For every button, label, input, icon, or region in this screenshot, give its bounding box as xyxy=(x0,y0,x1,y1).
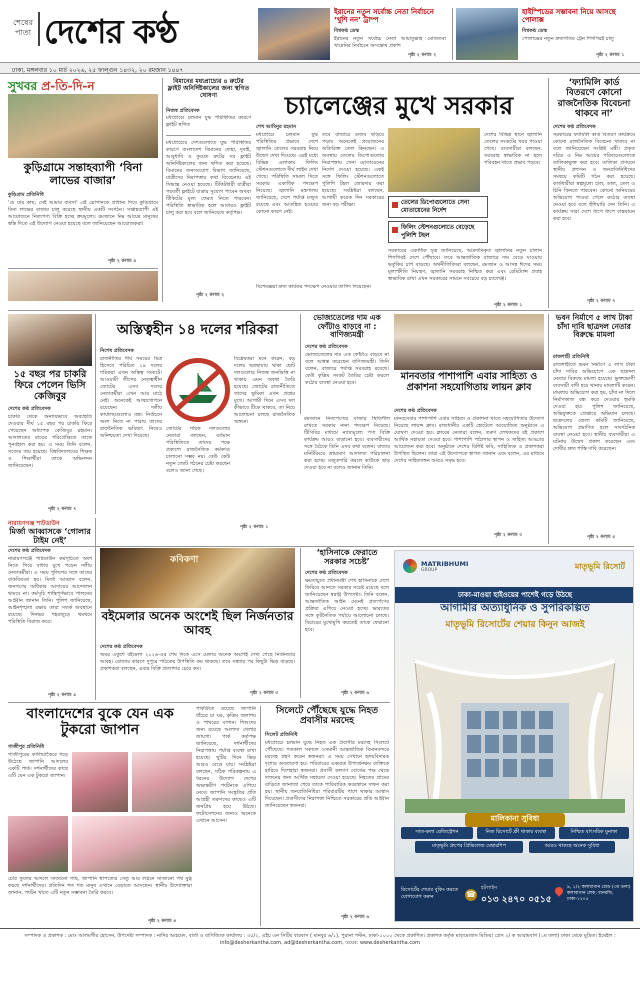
japan-text-2: চেরি ফুলের আদলে সাজানো গাছ, জাপানি স্থাপত্যের সেতু আর লণ্ঠনে সাজানো পথ মুগ্ধ করছে দর্শনার্থীদের। প্রতিদিন শত শত মানুষ এখানে বেড়াতে আসছেন। স্থানীয় উদ্যোক্তারা জানান, পর্যটন খাতে এটি নতুন সম্ভাবনা তৈরি করবে। xyxy=(8,876,192,896)
books-byline: দেশের কণ্ঠ প্রতিবেদক xyxy=(100,644,143,650)
parties-byline: নিশেষ প্রতিবেদক xyxy=(100,348,134,354)
top-story-train-text: পোলাক্সের নতুন দ্রুতগতির ট্রেন শিগগিরই চালু xyxy=(522,36,614,42)
lead-headline: চ্যালেঞ্জের মুখে সরকার xyxy=(284,91,514,120)
ad-cta: রিসোর্টের শেয়ার বুকিং করতে যোগাযোগ করুন xyxy=(401,887,459,900)
lions-cont: পৃষ্ঠা ২ কলাম ৩ xyxy=(494,533,523,538)
amenity-1: সাত-কলা রেজিস্ট্রেশন xyxy=(401,827,473,839)
top-story-train xyxy=(456,8,636,60)
top-story-iran-text: ইরানের নতুন সর্বোচ্চ নেতা আয়াতুল্লাহ মোজতবা খামেনির নির্বাচনে অসন্তোষ প্রকাশ xyxy=(334,36,446,49)
vc-photo-area xyxy=(8,271,158,301)
narayanganj-cont: পৃষ্ঠা ২ কলাম ৫ xyxy=(48,693,77,698)
train-photo xyxy=(456,8,518,60)
market-photo xyxy=(8,94,158,158)
top-story-iran-cont: পৃষ্ঠা ২ কলাম ২ xyxy=(408,53,437,58)
airport-byline: নিজস্ব প্রতিবেদক xyxy=(166,108,200,114)
ad-address: ৯, ১/২ কলাবাগান রোড (৩য় তলা) কলাবাগান লেক, ধানমন্ডি, ঢাকা-১২০৫ xyxy=(567,885,631,902)
callout-1-bullet-icon xyxy=(392,202,398,208)
bhaban-text: রাজশাহীতে ভবন নির্মাণে ৫ লাখ টাকা চাঁদা দাবির অভিযোগে এক ছাত্রদল নেতার বিরুদ্ধে মামলা হয়েছে। ভুক্তভোগী ব্যবসায়ী বাদী হয়ে থানায় মামলাটি করেন। মামলায় অভিযোগ করা হয়, চাঁদা না দিলে নির্মাণকাজ বন্ধ করে দেওয়ার হুমকি দেওয়া হয়। পুলিশ জানিয়েছে, অভিযুক্তকে গ্রেপ্তারে অভিযান চলছে। ছাত্রদলের জেলা কমিটি জানিয়েছে, অভিযোগ প্রমাণিত হলে সাংগঠনিক ব্যবস্থা নেওয়া হবে। স্থানীয় ব্যবসায়ীরা এ ঘটনায় উদ্বেগ প্রকাশ করেছেন এবং দোষীর দ্রুত শাস্তি দাবি করেছেন। xyxy=(553,362,635,452)
japan-col-2: পার্কটিতে রয়েছে জাপানি ধাঁচের চা ঘর, কৃত্রিম জলাশয় ও পাথরের বাগান। শিশুদের জন্য রয়েছে আলাদা খেলার জায়গা। পার্ক কর্তৃপক্ষ জানিয়েছে, দর্শনার্থীদের নিরাপত্তায় পর্যাপ্ত ব্যবস্থা রাখা হয়েছে। ছুটির দিনে ভিড় আরও বেড়ে যায়। সংশ্লিষ্টরা বলছেন, সঠিক পরিকল্পনায় এ ধরনের উদ্যোগ দেশের অভ্যন্তরীণ পর্যটনকে এগিয়ে নেবে। জাপানি সংস্কৃতির প্রতি আগ্রহী তরুণদের কাছেও এটি জনপ্রিয় হয়ে উঠছে। ফটোসেশনের জন্যও অনেকে এখানে আসেন। xyxy=(196,706,256,824)
books-text: অমর একুশে বইমেলা ২০২৬-এর শেষ দিকে এসে মেলার অনেক অংশেই দেখা গেছে নির্জনতার আবহ। রোজার কারণে দুপুরে পাঠকের উপস্থিতি কম থাকছে। তবে সন্ধ্যার পর কিছুটা ভিড় বাড়ছে। প্রকাশকরা বলছেন, এবার বিক্রি প্রত্যাশার চেয়ে কম। xyxy=(100,652,295,672)
iftar-extra-text: রমজানে নিত্যপণ্যের বাজার স্থিতিশীল রাখতে সরকার নানা পদক্ষেপ নিয়েছে। টিসিবির মাধ্যমে ন্যায্যমূল্যে পণ্য বিক্রি কার্যক্রম আরও বাড়ানো হবে। ব্যবসায়ীদের সঙ্গে বৈঠকে তিনি এসব কথা বলেন। বাজার মনিটরিংয়ে ভ্রাম্যমাণ আদালত পরিচালনা করা হচ্ছে। মজুতদারি করলে কাউকে ছাড় দেওয়া হবে না বলেও জানান তিনি। xyxy=(304,416,390,471)
top-story-iran-headline: ইরানের নতুন সর্বোচ্চ নেতা নির্বাচনে ‘খুশি নন’ ট্রাম্প xyxy=(334,8,434,25)
parties-col-2: জোটের শরিক দলগুলোর নেতারা বলছেন, বর্তমান পরিস্থিতিতে তাদের পক্ষে প্রকাশ্যে রাজনৈতিক কর্মকাণ্ড চালানো সম্ভব নয়। কেউ কেউ নতুন জোট গঠনের চেষ্টা করছেন বলেও জানা গেছে। xyxy=(166,426,230,474)
hasina-byline: দেশের কণ্ঠ প্রতিবেদক xyxy=(305,570,348,576)
footer-text: সম্পাদক ও প্রকাশক : মোঃ আলমগীর হোসেন, উপদেষ্টা সম্পাদক : নাদির আহমেদ, বার্তা ও বাণিজ্যিক কার্যালয় : ৩৫/২, এইচ এন সিটির বারবাস ( মানবুর ৬/১), পুরানা পল্টন, ঢাকা-১০০০ থেকে প্রকাশিত। প্রকাশক কর্তৃক মাতৃমেজাস মিডিয়া প্রেস ২/ ক আরামবাগ (১ম তলা) ঢাকা থেকে মুদ্রিত। ইমেইল : info@desherkantha.com, ad@desherkantha.com, ওয়েব: www.desherkantha.com xyxy=(24,933,616,946)
lions-story xyxy=(394,372,544,544)
section-label-bottom: পাতা xyxy=(14,28,32,37)
lions-text: মানবসেবার পাশাপাশি এবার সাহিত্য ও প্রকাশনা খাতে সহযোগিতার উদ্যোগ নিয়েছে লায়ন্স ক্লাব। রাজধানীর একটি হোটেলে আয়োজিত অনুষ্ঠানে এ ঘোষণা দেওয়া হয়। ক্লাবের নেতারা বলেন, তরুণ লেখকদের বই প্রকাশে আর্থিক সহায়তা দেওয়া হবে। পাশাপাশি পাঠাগার স্থাপন ও সাহিত্য আড্ডার আয়োজন করা হবে। অনুষ্ঠানে দেশের বিশিষ্ট কবি, সাহিত্যিক ও প্রকাশকরা উপস্থিত ছিলেন। তারা এই উদ্যোগকে স্বাগত জানান এবং বলেন, এর মাধ্যমে দেশের সাহিত্যাঙ্গন আরও সমৃদ্ধ হবে। xyxy=(394,416,544,464)
resort-building-image xyxy=(405,633,625,813)
sylhet-text: মধ্যপ্রাচ্যে চলমান যুদ্ধে নিহত এক প্রবাসীর মরদেহ সিলেটে পৌঁছেছে। গতকাল সকালে ওসমানী আন্তর্জাতিক বিমানবন্দরে মরদেহ গ্রহণ করেন স্বজনরা। এ সময় সেখানে হৃদয়বিদারক দৃশ্যের অবতারণা হয়। পরিবারের একমাত্র উপার্জনক্ষম ব্যক্তিকে হারিয়ে দিশেহারা স্বজনরা। প্রবাসী কল্যাণ বোর্ডের পক্ষ থেকে দাফনের জন্য আর্থিক সহায়তা দেওয়া হয়েছে। নিহতের গ্রামের বাড়িতে জানাজা শেষে তাকে পারিবারিক কবরস্থানে দাফন করা হয়। স্থানীয় জনপ্রতিনিধিরা পরিবারটির পাশে থাকার আশ্বাস দিয়েছেন। প্রবাসীদের নিরাপত্তা নিশ্চিতে সরকারের প্রতি আহ্বান জানিয়েছেন স্বজনরা। xyxy=(265,740,389,809)
lead-col-2: তবে বাজারে গুজব ছড়িয়ে পড়ায় অনেকেই প্রয়োজনের অতিরিক্ত তেল কিনছেন। এ অবস্থায় তেলের ডিপোগুলোর নিরাপত্তায় সেনা মোতায়েনের নির্দেশ দেওয়া হয়েছে। একই সঙ্গে ফিলিং স্টেশনগুলোতে পুলিশি টহল জোরদার করা হয়েছে। সংশ্লিষ্টরা বলছেন, আগামী কয়েক দিন সরকারের জন্য বড় পরীক্ষা। xyxy=(322,132,384,208)
japan-story xyxy=(8,706,192,926)
lead-callout-1-text: তেলের ডিপোগুলোতে সেনা মোতায়েনের নির্দেশ xyxy=(401,199,470,214)
parties-cont: পৃষ্ঠা ২ কলাম ১ xyxy=(240,525,269,530)
bhaban-byline: রাজশাহী প্রতিনিধি xyxy=(553,354,590,360)
lead-cont: পৃষ্ঠা ২ কলাম ১ xyxy=(494,303,523,308)
books-cont: পৃষ্ঠা ২ কলাম ৩ xyxy=(250,691,279,696)
amenity-3: নিশ্চিত বাৎসরিক মুনাফা xyxy=(559,827,629,839)
family-card-cont: পৃষ্ঠা ২ কলাম ৭ xyxy=(587,299,616,304)
sylhet-story xyxy=(260,706,390,926)
narayanganj-label: নারায়ণগঞ্জ শাটডাউন xyxy=(8,520,60,527)
narayanganj-byline: দেশের কণ্ঠ প্রতিবেদক xyxy=(8,548,51,554)
parties-headline: অস্তিত্বহীন ১৪ দলের শরিকরা xyxy=(116,322,279,338)
lead-col-4: সরকারের একাধিক সূত্র জানিয়েছে, আমদানিকৃত জ্বালানির নতুন চালান শিগগিরই দেশে পৌঁছাবে। তবে আন্তর্জাতিক বাজারে দাম বেড়ে যাওয়ায় ভর্তুকির চাপ বাড়ছে। অর্থনীতিবিদরা বলছেন, রমজান ও আসন্ন ঈদের সময় মূল্যস্ফীতি নিয়ন্ত্রণ, জ্বালানি সরবরাহ নিশ্চিত করা এবং রেমিট্যান্স প্রবাহ স্বাভাবিক রাখা এখন সরকারের সামনে সবচেয়ে বড় চ্যালেঞ্জ। xyxy=(388,248,542,282)
fuel-photo xyxy=(388,128,480,192)
airport-headline: বিমানের মধ্যপ্রাচ্যের ৪ রুটের ফ্লাইট অনির্দিষ্টকালের জন্য স্থগিত ঘোষণা xyxy=(167,78,250,100)
lead-callout-2-text: ফিলিং স্টেশনগুলোতে বেড়েছে পুলিশি টহল xyxy=(401,224,475,239)
ad-brand-left xyxy=(403,559,468,573)
family-card-byline: দেশের কণ্ঠ প্রতিবেদক xyxy=(553,124,596,130)
ad-line-3: মাতৃভূমি রিসোর্টের শেয়ার কিনুন আজই xyxy=(445,620,585,630)
narayanganj-story xyxy=(8,518,96,700)
vc-cont: পৃষ্ঠা ২ কলাম ৭ xyxy=(48,507,77,512)
sukhobor-text: ‘যে যার কাছ, সেই আমার ব্যবসা’ এই স্লোগানকে প্রাধান্য দিয়ে কুড়িগ্রামে বিনা লাভের বাজার চালু করেছে স্থানীয় একটি সংগঠন। সপ্তাহব্যাপী এই আয়োজনে নিত্যপণ্য বিক্রি হচ্ছে ক্রয়মূল্যে। রমজানে নিম্ন আয়ের মানুষের স্বস্তি দিতে এই উদ্যোগ নেওয়া হয়েছে বলে জানিয়েছেন আয়োজকরা। xyxy=(8,200,158,227)
ad-brand-right: মাতৃভূমি রিসোর্ট xyxy=(574,562,625,571)
amenity-4: মাতৃভূমি গ্রুপের প্রিভিলেজ মেম্বারশিপ xyxy=(415,841,523,853)
lead-callout-2 xyxy=(388,221,488,243)
airport-text: মধ্যপ্রাচ্যে চলমান যুদ্ধ পরিস্থিতির কারণে ফ্লাইট স্থগিত xyxy=(166,115,251,128)
dateline: ঢাকা, মঙ্গলবার ১০ মার্চ ২০২৬, ২৫ ফাল্গুন ১৪৩২, ২০ রমজান ১৪৪৭ xyxy=(12,67,184,74)
bhaban-cont: পৃষ্ঠা ২ কলাম ৫ xyxy=(587,535,616,540)
vc-byline: দেশের কণ্ঠ প্রতিবেদক xyxy=(8,406,51,412)
sukhobor-headline: কুড়িগ্রামে সন্তাহব্যাপী ‘বিনা লাভের বাজার’ xyxy=(23,161,143,187)
sylhet-headline: সিলেটে পৌঁছেছে যুদ্ধে নিহত প্রবাসীর মরদেহ xyxy=(275,706,379,727)
vc-photo xyxy=(8,271,158,301)
top-story-train-byline: বিশ্বকণ্ঠ ডেস্ক xyxy=(522,28,548,34)
hasina-text: ক্ষমতাচ্যুত প্রধানমন্ত্রী শেখ হাসিনাকে দেশে ফিরিয়ে আনতে সরকার সচেষ্ট রয়েছে বলে জানিয়েছেন স্বরাষ্ট্র উপদেষ্টা। তিনি বলেন, আন্তর্জাতিক আইন মেনেই প্রত্যর্পণের প্রক্রিয়া এগিয়ে নেওয়া হচ্ছে। ভারতের সঙ্গে কূটনৈতিক পর্যায়ে আলোচনা চলছে। বিচারের মুখোমুখি করতেই তাকে ফেরানো হবে। xyxy=(305,578,389,633)
lions-headline: মানবতার পাশাপাশি এবার সাহিত্য ও প্রকাশনা সহযোগিতায় লায়ন ক্লাব xyxy=(400,371,538,393)
section-label xyxy=(10,18,36,38)
sylhet-byline: সিলেট প্রতিনিধি xyxy=(265,732,298,738)
family-card-story xyxy=(548,78,634,308)
parties-col-1: রাজনীতির দীর্ঘ সময়ের মিত্র হিসেবে পরিচিত ১৪ দলের শরিকরা এখন অস্তিত্ব সংকটে। আওয়ামী লীগের নেতৃত্বাধীন জোটের এসব দলের নেতাকর্মীরা এখন আর মাঠে নেই। অনেকেই আত্মগোপনে রয়েছেন। দলীয় কার্যালয়গুলোও বন্ধ। নির্বাচনে অংশ নিতে না পারায় তাদের রাজনৈতিক ভবিষ্যৎ নিয়েও অনিশ্চয়তা দেখা দিয়েছে। xyxy=(100,356,162,439)
amenity-2: নিজ রিসোর্টে ফ্রী থাকার ব্যবস্থা xyxy=(477,827,555,839)
ad-brand-left-name: MATRIBHUMI xyxy=(421,559,469,568)
no-boat-symbol xyxy=(166,358,230,422)
airport-cont: পৃষ্ঠা ২ কলাম ২ xyxy=(196,293,225,298)
iftar-byline: দেশের কণ্ঠ প্রতিবেদক xyxy=(305,344,348,350)
narayanganj-headline: মির্জা আব্বাসকে ‘গোলার টাইম নেই’ xyxy=(9,527,91,546)
bhaban-headline: ভবন নির্মাণে ৫ লাখ টাকা চাঁদা দাবি ছাত্রদল নেতার বিরুদ্ধে মামলা xyxy=(555,313,633,340)
sylhet-cont: পৃষ্ঠা ২ কলাম ৬ xyxy=(341,915,370,920)
phone-icon: ☎ xyxy=(466,890,476,899)
ad-line-2: আগামীর অত্যাধুনিক ও সুপরিকল্পিত xyxy=(440,602,590,614)
narayanganj-text: নারায়ণগঞ্জে শাটডাউন কর্মসূচিতে অংশ নিতে গিয়ে বাধার মুখে পড়েন দলীয় নেতাকর্মীরা। এ সময় পুলিশের সঙ্গে তাদের বাকবিতণ্ডা হয়। মির্জা আব্বাস বলেন, জনগণের অধিকার আদায়ের আন্দোলন থামবে না। কর্মসূচি শান্তিপূর্ণভাবে পালনের আহ্বান জানান তিনি। পুলিশ জানিয়েছে, আইনশৃঙ্খলা রক্ষায় তারা সতর্ক অবস্থানে রয়েছে। দিনভর শহরজুড়ে থমথমে পরিস্থিতি বিরাজ করে। xyxy=(8,556,92,625)
ad-amenities-title: মালিকানা সুবিধা xyxy=(465,813,565,827)
airport-body xyxy=(166,140,251,300)
boat-icon xyxy=(171,363,225,417)
sukhobor-box xyxy=(8,78,163,302)
lions-byline: দেশের কণ্ঠ প্রতিবেদক xyxy=(394,408,437,414)
amenity-5: আরও থাকছে অনেক সুবিধা xyxy=(529,841,615,853)
ad-amenities xyxy=(401,827,629,869)
vc-story xyxy=(8,314,96,514)
books-story xyxy=(100,548,295,698)
trump-photo xyxy=(258,8,330,60)
hasina-cont: পৃষ্ঠা ২ কলাম ৬ xyxy=(341,691,370,696)
lead-col-3: দেশের বিভিন্ন স্থানে জ্বালানি তেলের সংকটের খবর পাওয়া গেছে। ব্যবসায়ীরা বলছেন, সরবরাহ স্বাভাবিক না হলে পরিবহন খাতে প্রভাব পড়বে। xyxy=(484,132,542,166)
matribhumi-logo-icon xyxy=(403,559,417,573)
masthead-title: দেশের কণ্ঠ xyxy=(44,12,178,51)
vc-portrait xyxy=(8,314,92,366)
masthead-divider xyxy=(38,12,40,46)
sukhobor-label-2: প্র-তি-দি-ন xyxy=(41,79,95,93)
airport-story xyxy=(166,78,251,136)
lead-byline: শেখ আমিনুর রহমান xyxy=(256,124,297,130)
masthead xyxy=(10,6,255,68)
books-headline: বইমেলার অনেক অংশেই ছিল নির্জনতার আবহ xyxy=(101,609,294,637)
parties-col-3: বিশ্লেষকরা মনে করেন, বড় দলের ছত্রছায়ায় থাকা ছোট দলগুলোর নিজস্ব জনভিত্তি না থাকায় এমন অবস্থা তৈরি হয়েছে। জোটের রাজনীতিতে তাদের ভূমিকা এখন প্রশ্নের মুখে। আগামী দিনে এসব দল কীভাবে টিকে থাকবে, তা নিয়ে আলোচনা চলছে রাজনৈতিক অঙ্গনে। xyxy=(234,356,295,425)
family-card-headline: ‘ফ্যামিলি কার্ড বিতরণে কোনো রাজনৈতিক বিবেচনা থাকবে না’ xyxy=(557,78,631,120)
japan-headline: বাংলাদেশের বুকে যেন এক টুকরো জাপান xyxy=(26,706,174,739)
section-label-top: শেষের xyxy=(12,18,33,27)
japan-photo-1 xyxy=(72,752,128,812)
top-story-iran xyxy=(258,8,448,60)
matribhumi-ad xyxy=(394,550,634,922)
lions-photo xyxy=(394,314,544,370)
sukhobor-label-1: সুখবর xyxy=(8,79,38,93)
callout-2-bullet-icon xyxy=(392,227,398,233)
sukhobor-cont: পৃষ্ঠা ২ কলাম ৪ xyxy=(108,259,137,264)
hasina-story xyxy=(300,548,390,698)
lead-callout-1 xyxy=(388,196,488,218)
iftar-story xyxy=(300,314,390,414)
lead-col-5: বিশেষজ্ঞরা দ্রুত কার্যকর পদক্ষেপ নেওয়ার তাগিদ দিয়েছেন। xyxy=(256,284,372,290)
airport-body-text: মধ্যপ্রাচ্যের দেশগুলোতে যুদ্ধ পরিস্থিতির কারণে বাংলাদেশ বিমানের দোহা, দুবাই, আবুধাবি ও কুয়েত রুটের সব ফ্লাইট অনির্দিষ্টকালের জন্য স্থগিত করা হয়েছে। বিমানের জনসংযোগ বিভাগ জানিয়েছে, যাত্রীদের নিরাপত্তার কথা বিবেচনায় এই সিদ্ধান্ত নেওয়া হয়েছে। টিকিটধারী যাত্রীরা পরবর্তী ফ্লাইটে যাত্রার সুযোগ পাবেন অথবা টিকিটের মূল্য ফেরত নিতে পারবেন। পরিস্থিতি স্বাভাবিক হলে আবারও ফ্লাইট চালু করা হবে বলে জানিয়েছে কর্তৃপক্ষ। xyxy=(166,140,251,216)
hasina-headline: ‘হাসিনাকে ফেরাতে সরকার সচেষ্ট’ xyxy=(316,548,378,567)
japan-text-1: গাজীপুরের কালিয়াকৈরে গড়ে উঠেছে জাপানি আদলের একটি পার্ক। দর্শনার্থীদের কাছে এটি যেন এক টুকরো জাপান। xyxy=(8,752,68,779)
family-card-text: সরকারের ফ্যামিলি কার্ড বিতরণ কার্যক্রমে কোনো রাজনৈতিক বিবেচনা থাকবে না বলে জানিয়েছেন সংশ্লিষ্ট মন্ত্রী। প্রকৃত দরিদ্র ও নিম্ন আয়ের পরিবারগুলোকে তালিকাভুক্ত করা হবে। তালিকা প্রণয়নে স্থানীয় প্রশাসন ও জনপ্রতিনিধিদের সমন্বয়ে কমিটি গঠন করা হয়েছে। কার্ডধারীরা স্বল্পমূল্যে চাল, ডাল, তেল ও চিনি কিনতে পারবেন। কোনো অনিয়মের অভিযোগ পাওয়া গেলে কঠোর ব্যবস্থা নেওয়া হবে বলে হুঁশিয়ারি দেন তিনি। এ কার্যক্রম সারা দেশে ধাপে ধাপে বাস্তবায়ন করা হবে। xyxy=(553,132,635,222)
vc-headline: ১৫ বছর পর চাকরি ফিরে পেলেন ভিসি কেজিবুর xyxy=(13,369,87,402)
iftar-headline: ভোজ্যতেলের দাম এক ফোঁটাও বাড়বে না : বাণিজ্যমন্ত্রী xyxy=(313,313,381,340)
japan-photo-4 xyxy=(72,816,192,872)
japan-cont: পৃষ্ঠা ২ কলাম ৪ xyxy=(148,919,177,924)
lead-col-1: মধ্যপ্রাচ্যে চলমান যুদ্ধ পরিস্থিতির প্রভাবে দেশে জ্বালানি তেলের সরবরাহ নিয়ে উদ্বেগ দেখা দিয়েছে। এরই মধ্যে বিভিন্ন এলাকায় ফিলিং স্টেশনগুলোতে দীর্ঘ লাইন দেখা গেছে। পরিস্থিতি সামাল দিতে সরকার একাধিক পদক্ষেপ নিয়েছে। জ্বালানি মন্ত্রণালয় জানিয়েছে, দেশে পর্যাপ্ত মজুত রয়েছে এবং আতঙ্কিত হওয়ার কোনো কারণ নেই। xyxy=(256,132,318,215)
iftar-text: ভোজ্যতেলের দাম এক ফোঁটাও বাড়বে না বলে আশ্বস্ত করেছেন বাণিজ্যমন্ত্রী। তিনি বলেন, বাজারে পর্যাপ্ত সরবরাহ রয়েছে। কেউ কৃত্রিম সংকট তৈরির চেষ্টা করলে কঠোর ব্যবস্থা নেওয়া হবে। xyxy=(305,352,389,386)
location-icon xyxy=(553,885,564,896)
ad-line-1: ঢাকা-মাওয়া হাইওয়ের পাশেই গড়ে উঠছে xyxy=(395,587,634,603)
book-cover-title: কবিকণা xyxy=(170,555,199,565)
bhaban-story xyxy=(548,314,634,544)
ad-contact-bar xyxy=(395,877,634,922)
top-story-train-headline: হাইস্পিডের সম্ভাবনা নিয়ে আসছে পোলাক্স xyxy=(522,8,616,25)
top-story-iran-byline: বিশ্বকণ্ঠ ডেস্ক xyxy=(334,28,360,34)
ad-hotline: ০১৩ ২৪৭০ ০৫১৫ xyxy=(481,895,552,905)
sukhobor-byline: কুড়িগ্রাম প্রতিনিধি xyxy=(8,192,44,198)
vc-text: চাকরি থেকে অন্যায়ভাবে অব্যাহতি দেওয়ার দীর্ঘ ১৫ বছর পর চাকরি ফিরে পেয়েছেন অধ্যাপক কেজিবুর রহমান। আদালতের রায়ের পরিপ্রেক্ষিতে তাকে পুনর্বহাল করা হয়। এ সময় তিনি বলেন, সত্যের জয় হয়েছে। বিশ্ববিদ্যালয়ের শিক্ষক ও শিক্ষার্থীরা তাকে অভিনন্দন জানিয়েছেন। xyxy=(8,414,92,469)
ad-brand-left-sub: GROUP xyxy=(421,567,438,573)
top-story-train-cont: পৃষ্ঠা ২ কলাম ১ xyxy=(596,53,625,58)
ad-hotline-label: হটলাইন xyxy=(481,885,498,891)
japan-photo-2 xyxy=(132,752,192,812)
dateline-bar xyxy=(0,62,640,74)
footer xyxy=(0,928,640,985)
japan-photo-3 xyxy=(8,816,68,872)
lead-story xyxy=(254,78,544,308)
parties-story xyxy=(100,314,295,532)
japan-byline: গাজীপুর প্রতিনিধি xyxy=(8,744,45,750)
